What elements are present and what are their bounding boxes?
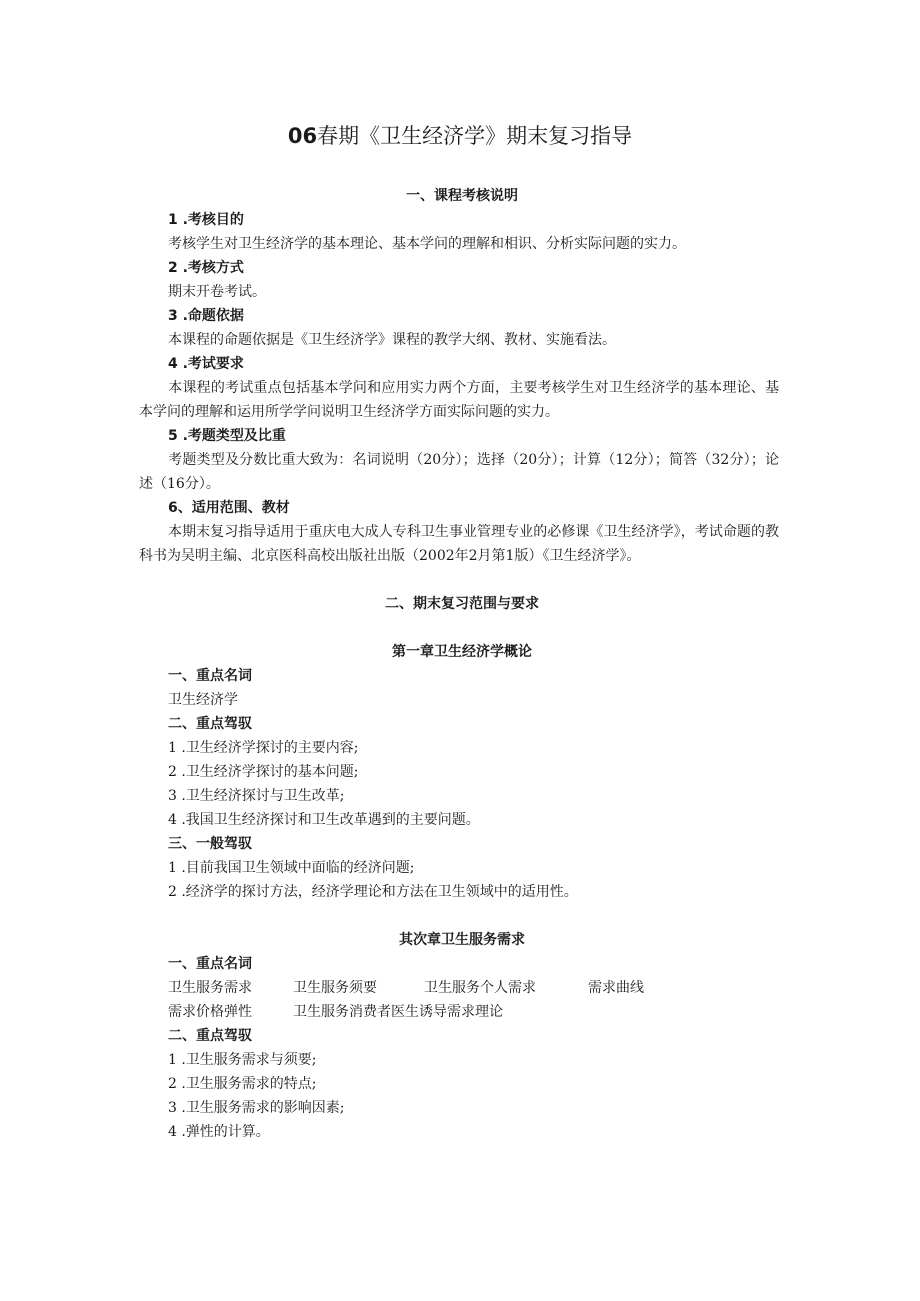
ch1-general-heading: 三、一般驾驭 [168,836,252,852]
item6-body [139,520,779,568]
item6-label: 6、适用范围、教材 [168,500,290,516]
item3-body: 本课程的命题依据是《卫生经济学》课程的教学大纲、教材、实施看法。 [168,332,616,348]
ch1-key-item: 3 .卫生经济探讨与卫生改革; [168,788,345,804]
ch2-key-item: 3 .卫生服务需求的影响因素; [168,1100,345,1116]
ch1-key-item: 2 .卫生经济学探讨的基本问题; [168,764,359,780]
part2-heading: 二、期末复习范围与要求 [385,596,539,612]
ch2-term: 卫生服务个人需求 [424,980,536,996]
ch2-term: 需求价格弹性 [168,1004,252,1020]
ch1-terms-heading: 一、重点名词 [168,668,252,684]
item4-body [139,376,779,424]
ch1-key-item: 1 .卫生经济学探讨的主要内容; [168,740,359,756]
ch1-term: 卫生经济学 [168,692,238,708]
item4-label: 4 .考试要求 [168,356,244,372]
ch1-general-item: 1 .目前我国卫生领域中面临的经济问题; [168,860,415,876]
ch2-term: 卫生服务需求 [168,980,252,996]
item4-text: 本课程的考试重点包括基本学问和应用实力两个方面，主要考核学生对卫生经济学的基本理论、基本学问的理解和运用所学学问说明卫生经济学方面实际问题的实力。 [139,380,779,420]
ch1-key-item: 4 .我国卫生经济探讨和卫生改革遇到的主要问题。 [168,812,480,828]
ch2-key-item: 2 .卫生服务需求的特点; [168,1076,317,1092]
item3-label: 3 .命题依据 [168,308,244,324]
item5-text: 考题类型及分数比重大致为：名词说明（20分）；选择（20分）；计算（12分）；简答（32分）；论述（16分）。 [139,452,779,492]
ch2-key-item: 1 .卫生服务需求与须要; [168,1052,317,1068]
ch2-term: 卫生服务须要 [293,980,377,996]
item5-label: 5 .考题类型及比重 [168,428,286,444]
chapter1-title: 第一章卫生经济学概论 [392,644,532,660]
item2-label: 2 .考核方式 [168,260,244,276]
ch2-term: 卫生服务消费者医生诱导需求理论 [293,1004,503,1020]
chapter2-title: 其次章卫生服务需求 [399,932,525,948]
item6-text: 本期末复习指导适用于重庆电大成人专科卫生事业管理专业的必修课《卫生经济学》，考试命题的教科书为吴明主编、北京医科高校出版社出版（2002年2月第1版）《卫生经济学》。 [139,524,779,564]
part1-heading: 一、课程考核说明 [406,188,518,204]
page-title [0,122,920,150]
item1-body: 考核学生对卫生经济学的基本理论、基本学问的理解和相识、分析实际问题的实力。 [168,236,686,252]
item2-body: 期末开卷考试。 [168,284,266,300]
ch2-key-heading: 二、重点驾驭 [168,1028,252,1044]
ch1-key-heading: 二、重点驾驭 [168,716,252,732]
ch2-key-item: 4 .弹性的计算。 [168,1124,270,1140]
item5-body [139,448,779,496]
ch2-terms-heading: 一、重点名词 [168,956,252,972]
ch2-term: 需求曲线 [588,980,644,996]
title-number: 06 [287,124,318,148]
title-text: 春期《卫生经济学》期末复习指导 [317,124,633,148]
ch1-general-item: 2 .经济学的探讨方法，经济学理论和方法在卫生领域中的适用性。 [168,884,578,900]
item1-label: 1 .考核目的 [168,212,244,228]
